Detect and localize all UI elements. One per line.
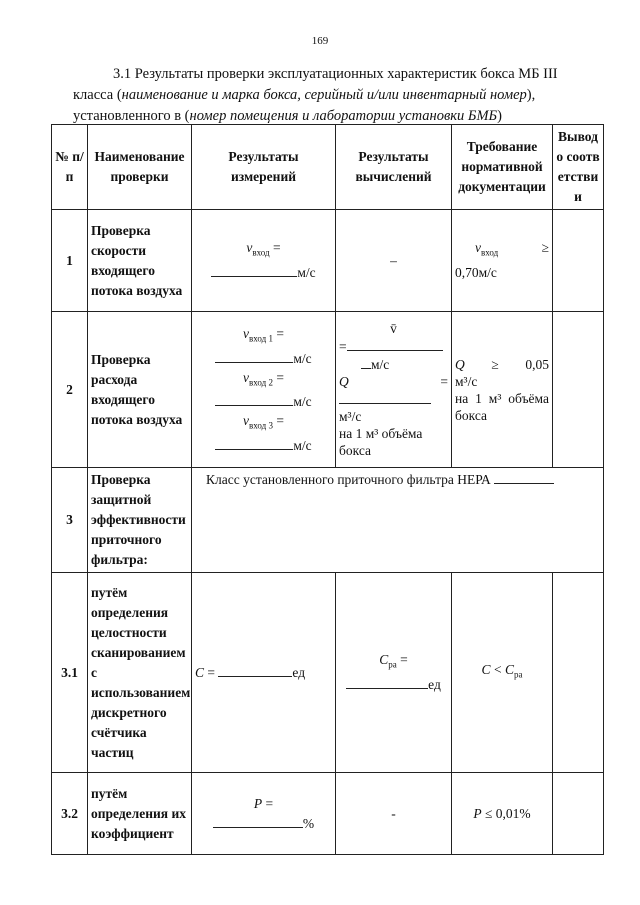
- check-name: Проверка защитной эффективности приточного фильтра:: [88, 468, 192, 573]
- requirement-unit: м³/с: [455, 373, 478, 389]
- section-heading: [73, 64, 593, 127]
- var: C: [504, 662, 514, 678]
- equals: =: [272, 413, 284, 429]
- var: C: [379, 652, 389, 668]
- table-header-row: [52, 125, 604, 210]
- var-sub: вход 2: [249, 377, 273, 388]
- requirement-cell: [452, 773, 553, 855]
- equals: =: [339, 339, 347, 354]
- row-number: 2: [52, 312, 88, 468]
- var: v: [243, 369, 249, 385]
- blank-field[interactable]: [211, 263, 297, 277]
- col-measurements-header: Результаты измерений: [192, 125, 336, 210]
- requirement-note: на 1 м³ объёма бокса: [455, 390, 549, 423]
- velocity-entry: [195, 263, 332, 283]
- velocity-1-entry: [195, 349, 332, 368]
- measurement-cell: [192, 210, 336, 312]
- conclusion-cell[interactable]: [553, 312, 604, 468]
- unit: м/с: [293, 394, 312, 410]
- var: C: [481, 662, 491, 678]
- var: v: [243, 325, 249, 341]
- sign: <: [493, 662, 502, 678]
- equals: =: [272, 325, 284, 341]
- unit: м/с: [297, 264, 316, 280]
- table-row: [52, 468, 604, 573]
- unit: ед: [292, 664, 306, 680]
- check-name: Проверка расхода входящего потока воздуха: [88, 312, 192, 468]
- velocity-3-entry: [195, 436, 332, 455]
- requirement-cell: [452, 312, 553, 468]
- var-sub: вход 1: [249, 333, 273, 344]
- calculation-cell: [336, 312, 452, 468]
- blank-field[interactable]: [361, 355, 371, 369]
- conclusion-cell[interactable]: [553, 573, 604, 773]
- heading-text: ),: [526, 87, 536, 103]
- heading-text: класса (: [73, 87, 122, 103]
- var: v: [475, 240, 481, 256]
- blank-field[interactable]: [213, 814, 303, 828]
- heading-text: ): [497, 108, 502, 124]
- table-row: [52, 773, 604, 855]
- row-number: 3: [52, 468, 88, 573]
- results-table: [51, 124, 604, 855]
- mean-velocity-unit: [339, 355, 448, 373]
- calculation-cell: -: [336, 773, 452, 855]
- row-number: 3.2: [52, 773, 88, 855]
- flow-unit: м³/с: [339, 409, 362, 424]
- conclusion-cell[interactable]: [553, 210, 604, 312]
- equals: =: [262, 795, 274, 811]
- var-sub: вход 3: [249, 421, 273, 432]
- heading-placeholder-room: номер помещения и лаборатории установки БМБ: [189, 108, 498, 124]
- equals: =: [396, 652, 408, 668]
- var: C: [195, 664, 205, 680]
- measurement-cell: [192, 773, 336, 855]
- requirement-value: 0,05: [525, 356, 549, 372]
- equals: =: [269, 240, 281, 256]
- conclusion-cell[interactable]: [553, 773, 604, 855]
- col-requirement-header: Требование нормативной документации: [452, 125, 553, 210]
- unit: ед: [428, 676, 441, 692]
- row-number: 1: [52, 210, 88, 312]
- equals: =: [204, 664, 216, 680]
- var: Q: [455, 356, 465, 372]
- col-name-header: Наименование проверки: [88, 125, 192, 210]
- var-sub: вход: [481, 247, 499, 258]
- flow-label: [339, 373, 448, 390]
- requirement-value: ≤ 0,01%: [481, 805, 531, 821]
- velocity-label: [195, 238, 332, 263]
- var: P: [473, 805, 482, 821]
- check-name: Проверка скорости входящего потока воздуха: [88, 210, 192, 312]
- check-name: путём определения их коэффициент: [88, 773, 192, 855]
- calc-label: [339, 650, 448, 675]
- var: Q: [339, 374, 349, 389]
- var-sub: ра: [513, 669, 523, 680]
- col-calculations-header: Результаты вычислений: [336, 125, 452, 210]
- calculation-cell: [336, 573, 452, 773]
- page-number: 169: [311, 35, 329, 47]
- calculation-cell: –: [336, 210, 452, 312]
- filter-class-text: Класс установленного приточного фильтра НЕРА: [206, 472, 491, 487]
- leak-label: [195, 794, 332, 814]
- mean-velocity-entry: [339, 337, 448, 355]
- blank-field[interactable]: [218, 663, 292, 677]
- blank-field[interactable]: [346, 675, 428, 689]
- row-number: 3.1: [52, 573, 88, 773]
- col-conclusion-header: Вывод о соответствии: [553, 125, 604, 210]
- filter-class-cell: [192, 468, 604, 573]
- flow-entry: [339, 390, 448, 408]
- blank-field[interactable]: [215, 392, 293, 406]
- heading-text: установленного в (: [73, 108, 190, 124]
- heading-placeholder-box: наименование и марка бокса, серийный и/или инвентарный номер: [121, 87, 527, 103]
- col-num-header: № п/п: [52, 125, 88, 210]
- table-row: [52, 312, 604, 468]
- velocity-1-label: [195, 324, 332, 349]
- unit: %: [302, 815, 315, 831]
- blank-field[interactable]: [494, 470, 554, 484]
- requirement-line: [455, 356, 549, 373]
- mean-velocity-symbol: v̄: [390, 321, 397, 336]
- equals: =: [440, 374, 448, 389]
- requirement-cell: [452, 210, 553, 312]
- unit: м/с: [371, 357, 390, 372]
- unit: м/с: [293, 350, 312, 366]
- check-name: путём определения целостности сканированием с использованием дискретного счётчика частиц: [88, 573, 192, 773]
- blank-field[interactable]: [339, 390, 431, 404]
- table-row: [52, 210, 604, 312]
- sign: ≥: [491, 356, 499, 372]
- velocity-3-label: [195, 411, 332, 436]
- blank-field[interactable]: [215, 436, 293, 450]
- equals: =: [272, 369, 284, 385]
- var: v: [243, 413, 249, 429]
- flow-note: на 1 м³ объёма бокса: [339, 426, 423, 458]
- measurement-cell: [192, 312, 336, 468]
- var: v: [246, 240, 253, 256]
- unit: м/с: [293, 438, 312, 454]
- var-sub: ра: [388, 659, 397, 670]
- blank-field[interactable]: [347, 337, 443, 351]
- heading-line-2: [73, 85, 593, 106]
- velocity-2-label: [195, 368, 332, 393]
- calc-entry: [339, 675, 448, 695]
- requirement-var: [475, 238, 498, 263]
- table-row: [52, 573, 604, 773]
- var-sub: вход: [252, 247, 270, 258]
- blank-field[interactable]: [215, 349, 293, 363]
- leak-entry: [195, 814, 332, 834]
- var: P: [253, 795, 263, 811]
- measurement-cell: [192, 573, 336, 773]
- sign: ≥: [541, 240, 549, 256]
- requirement-cell: [452, 573, 553, 773]
- heading-line-1: 3.1 Результаты проверки эксплуатационных характеристик бокса МБ III: [113, 66, 558, 82]
- requirement-line: [455, 238, 549, 263]
- velocity-2-entry: [195, 392, 332, 411]
- requirement-value: 0,70м/с: [455, 264, 497, 280]
